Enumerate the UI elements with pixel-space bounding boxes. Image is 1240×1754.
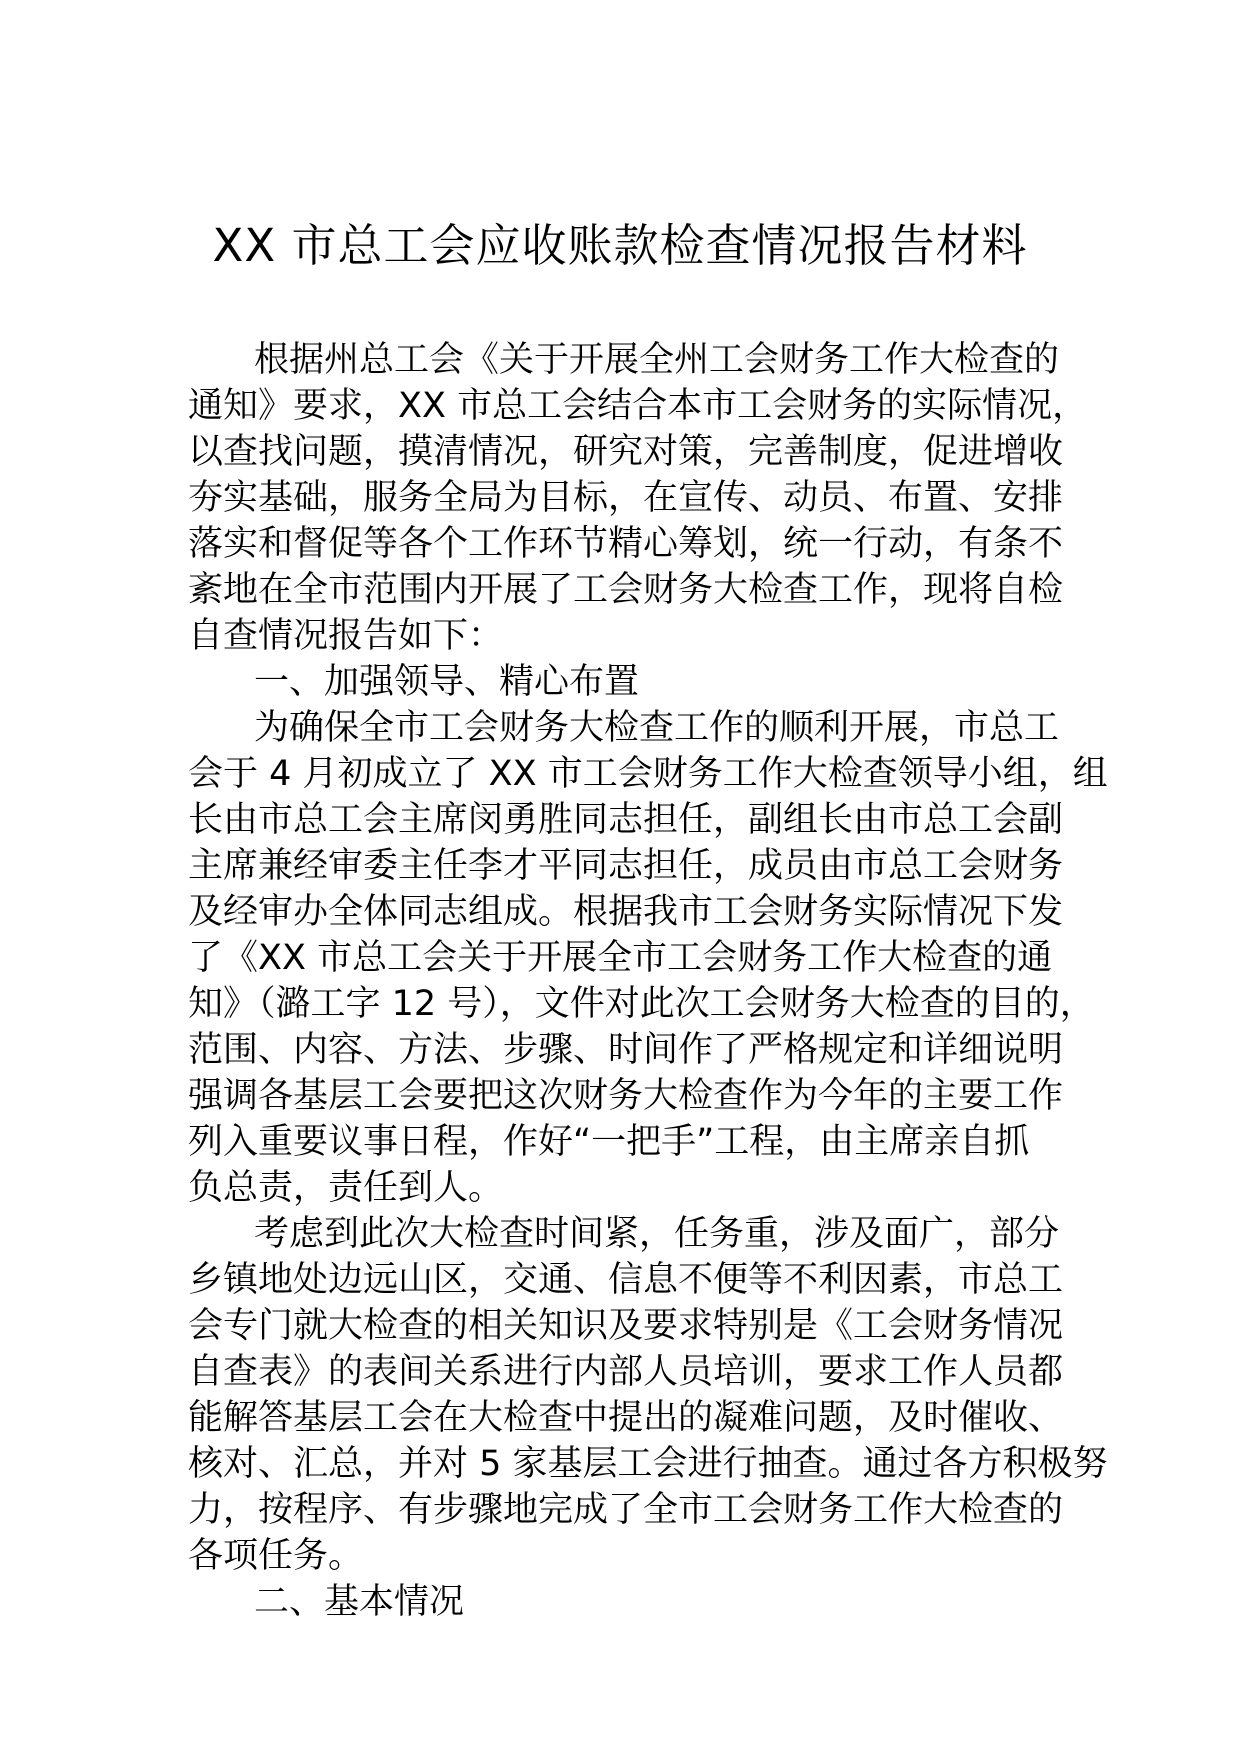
paragraph-line: 了《XX 市总工会关于开展全市工会财务工作大检查的通 <box>188 938 1053 978</box>
paragraph-line: 核对、汇总，并对 5 家基层工会进行抽查。通过各方积极努 <box>188 1444 1108 1484</box>
paragraph-line: 列入重要议事日程，作好“一把手”工程，由主席亲自抓 <box>188 1122 1030 1162</box>
paragraph-line: 会专门就大检查的相关知识及要求特别是《工会财务情况 <box>188 1306 1064 1346</box>
paragraph-line: 通知》要求，XX 市总工会结合本市工会财务的实际情况， <box>188 386 1088 426</box>
section-heading: 二、基本情况 <box>254 1582 465 1622</box>
paragraph-line: 以查找问题，摸清情况，研究对策，完善制度，促进增收 <box>188 432 1064 472</box>
paragraph-line: 能解答基层工会在大检查中提出的凝难问题，及时催收、 <box>188 1398 1064 1438</box>
document-body <box>188 337 1108 1625</box>
paragraph-line: 为确保全市工会财务大检查工作的顺利开展，市总工 <box>254 708 1060 748</box>
paragraph-line: 落实和督促等各个工作环节精心筹划，统一行动，有条不 <box>188 524 1064 564</box>
paragraph-line: 考虑到此次大检查时间紧，任务重，涉及面广，部分 <box>254 1214 1060 1254</box>
paragraph-line: 自查情况报告如下： <box>188 616 504 656</box>
document-title: XX 市总工会应收账款检查情况报告材料 <box>212 219 1028 272</box>
paragraph-line: 各项任务。 <box>188 1536 364 1576</box>
paragraph-line: 及经审办全体同志组成。根据我市工会财务实际情况下发 <box>188 892 1064 932</box>
paragraph-line: 主席兼经审委主任李才平同志担任，成员由市总工会财务 <box>188 846 1064 886</box>
paragraph-line: 范围、内容、方法、步骤、时间作了严格规定和详细说明 <box>188 1030 1064 1070</box>
section-heading: 一、加强领导、精心布置 <box>254 662 640 702</box>
paragraph-line: 乡镇地处边远山区，交通、信息不便等不利因素，市总工 <box>188 1260 1064 1300</box>
paragraph-line: 夯实基础，服务全局为目标，在宣传、动员、布置、安排 <box>188 478 1064 518</box>
paragraph-line: 自查表》的表间关系进行内部人员培训，要求工作人员都 <box>188 1352 1064 1392</box>
paragraph-line: 长由市总工会主席闵勇胜同志担任，副组长由市总工会副 <box>188 800 1064 840</box>
paragraph-line: 强调各基层工会要把这次财务大检查作为今年的主要工作 <box>188 1076 1064 1116</box>
paragraph-line: 负总责，责任到人。 <box>188 1168 504 1208</box>
paragraph-line: 紊地在全市范围内开展了工会财务大检查工作，现将自检 <box>188 570 1064 610</box>
paragraph-line: 力，按程序、有步骤地完成了全市工会财务工作大检查的 <box>188 1490 1064 1530</box>
paragraph-line: 根据州总工会《关于开展全州工会财务工作大检查的 <box>254 340 1060 380</box>
paragraph-line: 知》（潞工字 12 号），文件对此次工会财务大检查的目的， <box>188 984 1095 1024</box>
paragraph-line: 会于 4 月初成立了 XX 市工会财务工作大检查领导小组，组 <box>188 754 1108 794</box>
